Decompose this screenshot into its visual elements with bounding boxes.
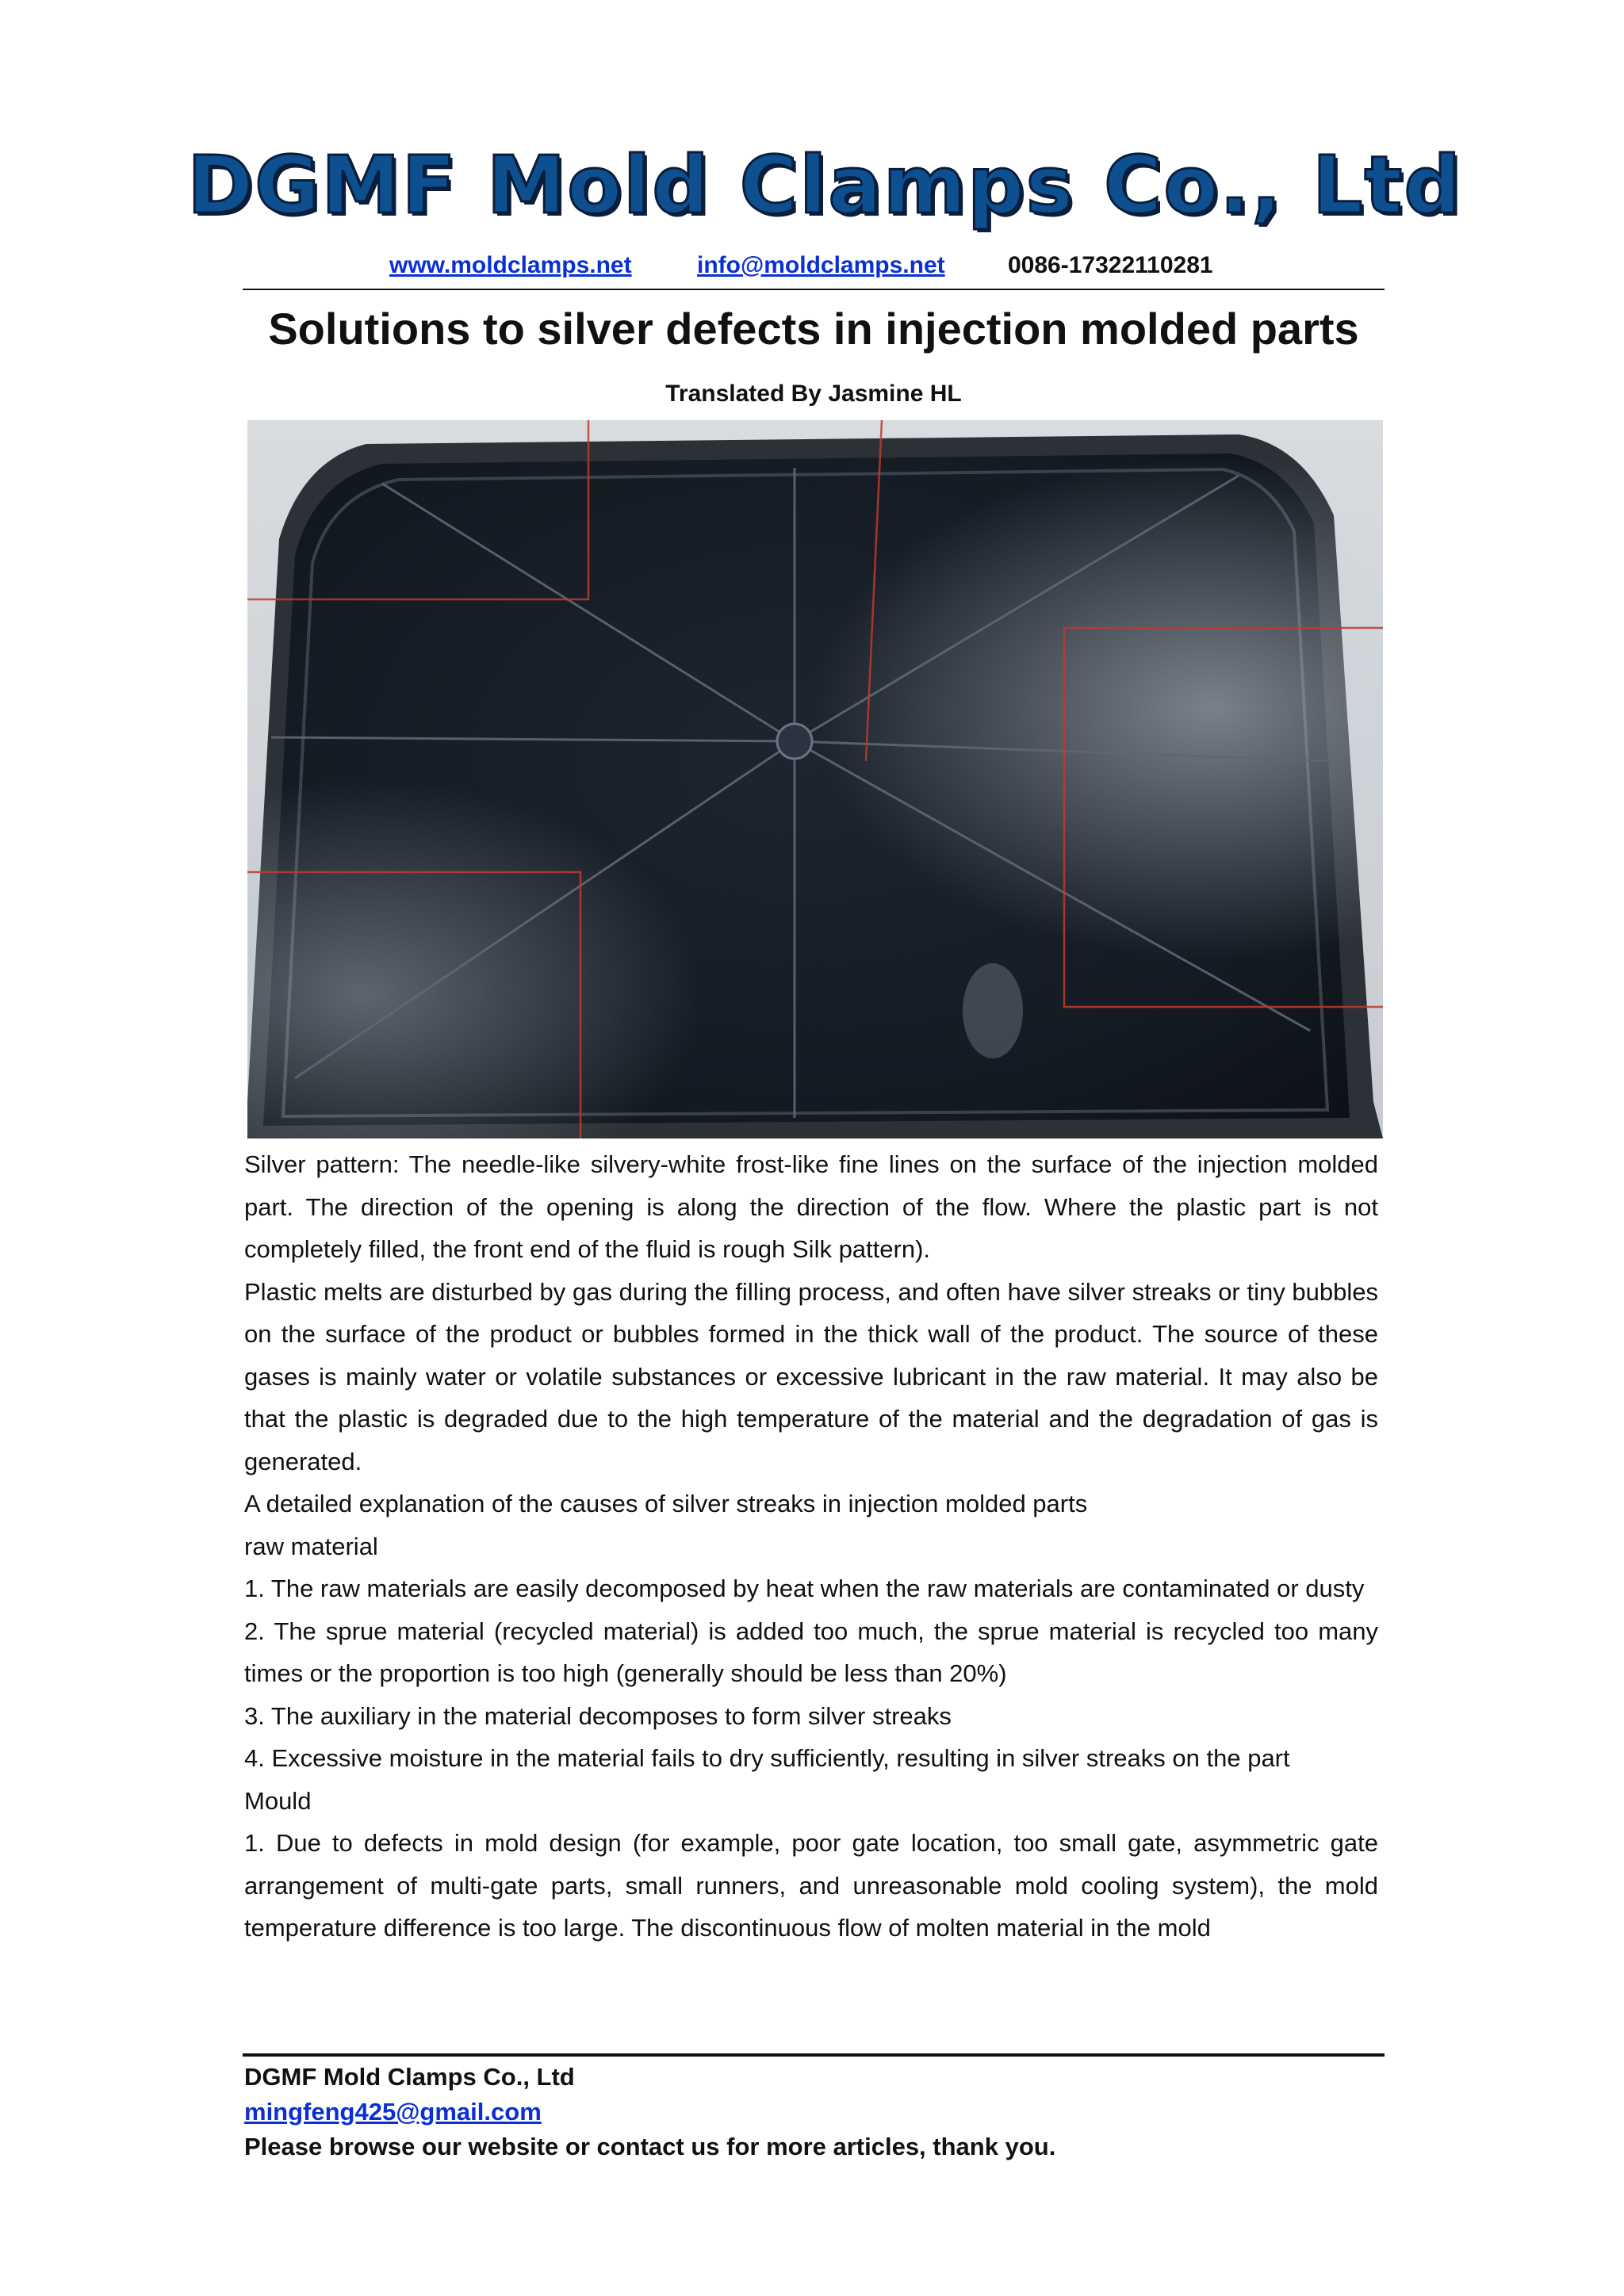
raw-material-item-4: 4. Excessive moisture in the material fails to dry sufficiently, resulting in silver streaks on the part xyxy=(244,1744,1290,1772)
raw-material-item-2: 2. The sprue material (recycled material) is added too much, the sprue material is recycled too many times or the proportion is too high (generally should be less than 20%) xyxy=(244,1617,1378,1687)
causes-heading: A detailed explanation of the causes of silver streaks in injection molded parts xyxy=(244,1490,1088,1517)
footer-divider xyxy=(243,2053,1385,2057)
article-body xyxy=(244,1143,1378,1950)
mould-item-1: 1. Due to defects in mold design (for example, poor gate location, too small gate, asymmetric gate arrangement of multi-gate parts, small runners, and unreasonable mold cooling system), the mold temperature difference is too large. The discontinuous flow of molten material in the mold xyxy=(244,1829,1378,1942)
mould-heading: Mould xyxy=(244,1786,312,1815)
raw-material-item-1: 1. The raw materials are easily decomposed by heat when the raw materials are contaminated or dusty xyxy=(244,1575,1365,1602)
page-title: Solutions to silver defects in injection molded parts xyxy=(268,304,1359,354)
phone-number: 0086-17322110281 xyxy=(1008,252,1213,278)
intro-paragraph-1: Silver pattern: The needle-like silvery-white frost-like fine lines on the surface of the injection molded part. The direction of the opening is along the direction of the flow. Where the plastic part is not completely filled, the front end of the fluid is rough Silk pattern). xyxy=(244,1150,1378,1263)
header-divider xyxy=(243,289,1385,290)
contact-line xyxy=(243,252,1385,287)
raw-material-heading: raw material xyxy=(244,1532,378,1560)
footer-note: Please browse our website or contact us for more articles, thank you. xyxy=(244,2133,1056,2160)
footer-email-link[interactable]: mingfeng425@gmail.com xyxy=(244,2098,542,2126)
website-link[interactable]: www.moldclamps.net xyxy=(389,252,632,278)
logo-text: DGMF Mold Clamps Co., Ltd xyxy=(187,138,1462,232)
translator-credit: Translated By Jasmine HL xyxy=(665,381,962,407)
intro-paragraph-2: Plastic melts are disturbed by gas during the filling process, and often have silver streaks or tiny bubbles on the surface of the product or bubbles formed in the thick wall of the product. The source of these gases is mainly water or volatile substances or excessive lubricant in the raw material. It may also be that the plastic is degraded due to the high temperature of the material and the degradation of gas is generated. xyxy=(244,1277,1378,1475)
molded-tray-photo xyxy=(247,420,1383,1138)
footer-company: DGMF Mold Clamps Co., Ltd xyxy=(244,2063,575,2091)
company-logo xyxy=(187,138,1462,232)
raw-material-item-3: 3. The auxiliary in the material decomposes to form silver streaks xyxy=(244,1701,952,1730)
email-link[interactable]: info@moldclamps.net xyxy=(697,252,945,278)
page-footer xyxy=(244,2060,1386,2164)
